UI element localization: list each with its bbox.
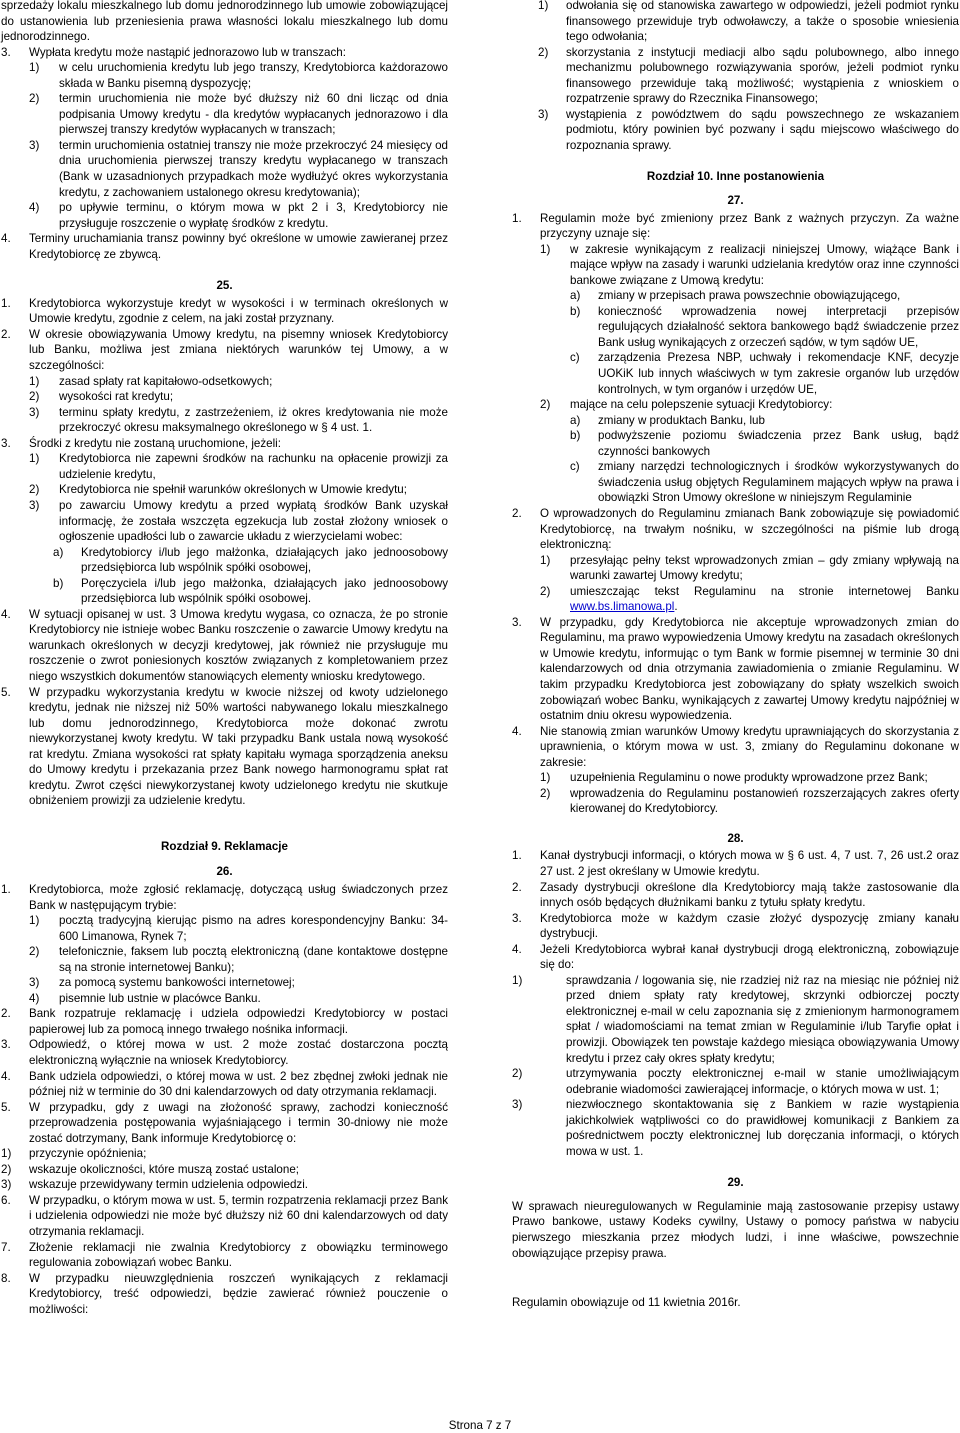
left-column — [1, 0, 448, 1317]
list-item: 1) uzupełnienia Regulaminu o nowe produkty wprowadzone przez Bank; — [540, 771, 928, 785]
section-28-paragraph-1: 1. Kanał dystrybucji informacji, o których mowa w § 6 ust. 4, 7 ust. 7, 26 ust.2 oraz 27 ust. 2 jest określany w Umowie kredytu. — [512, 849, 959, 878]
list-item: 1) w zakresie wynikającym z realizacji niniejszej Umowy, wiążące Bank i mające wpływ na zasady i warunki udzielania kredytów oraz inne czynności bankowe związane z Umową kredytu: — [540, 242, 959, 287]
list-item: 3) za pomocą systemu bankowości internetowej; — [29, 976, 295, 990]
effective-date: Regulamin obowiązuje od 11 kwietnia 2016r. — [512, 1296, 741, 1310]
list-item: 4) pisemnie lub ustnie w placówce Banku. — [29, 991, 261, 1005]
section-28-paragraph-3: 3. Kredytobiorca może w każdym czasie złożyć dyspozycję zmiany kanału dystrybucji. — [512, 911, 959, 941]
list-subitem: c) zmiany narzędzi technologicznych i środków wykorzystywanych do świadczenia usług objętych Regulaminem mających wpływ na prawa i obowiązki Stron Umowy określone w niniejszym Regulaminie — [570, 460, 959, 505]
section-26-paragraph-3: 3. Odpowiedź, o której mowa w ust. 2 może zostać dostarczona pocztą elektroniczną wyłącznie na wniosek Kredytobiorcy. — [1, 1038, 448, 1067]
section-26-paragraph-8: 8. W przypadku nieuwzględnienia roszczeń wynikających z reklamacji Kredytobiorcy, treść odpowiedzi, będzie zawierać również pouczenie o możliwości: — [1, 1271, 448, 1316]
bank-website-link[interactable]: www.bs.limanowa.pl — [570, 600, 675, 614]
section-27-paragraph-1: 1. Regulamin może być zmieniony przez Bank z ważnych przyczyn. Za ważne przyczyny uznaje się: — [512, 211, 959, 241]
list-item: 2) mające na celu polepszenie sytuacji Kredytobiorcy: — [540, 398, 833, 412]
list-item: 3) niezwłocznego skontaktowania się z Bankiem w razie wystąpienia jakichkolwiek wątpliwości co do prawidłowej komunikacji z Bankiem za pośrednictwem poczty elektronicznej lub doręczania informacji, o których mowa w ust. 1. — [512, 1098, 959, 1158]
section-28-paragraph-4: 4. Jeżeli Kredytobiorca wybrał kanał dystrybucji drogą elektroniczną, zobowiązuje się do: — [512, 942, 959, 972]
section-26-paragraph-5: 5. W przypadku, gdy z uwagi na złożoność sprawy, zachodzi konieczność przeprowadzenia postępowania wyjaśniającego i termin 30-dniowy nie może zostać dotrzymany, Bank informuje Kredytobiorcę o: — [1, 1100, 448, 1145]
list-item: 1) przyczynie opóźnienia; — [1, 1147, 147, 1161]
section-26-paragraph-6: 6. W przypadku, o którym mowa w ust. 5, termin rozpatrzenia reklamacji przez Bank i udzielenia odpowiedzi nie może być dłuższy niż 60 dni kalendarzowych od daty otrzymania reklamacji. — [1, 1193, 448, 1239]
list-subitem: a) zmiany w przepisach prawa powszechnie obowiązującego, — [570, 289, 901, 303]
paragraph-4: 4. Terminy uruchamiania transz powinny być określone w umowie zawieranej przez Kredytobiorcę ze zbywcą. — [1, 232, 448, 261]
list-item: 2) skorzystania z instytucji mediacji albo sądu polubownego, albo innego mechanizmu polubownego rozwiązywania sporów, jeżeli podmiot rynku finansowego przewiduje taką możliwość; wystąpienia z wnioskiem o rozpatrzenie sprawy do Rzecznika Finansowego; — [538, 45, 959, 106]
section-27-paragraph-3: 3. W przypadku, gdy Kredytobiorca nie akceptuje wprowadzonych zmian do Regulaminu, ma prawo wypowiedzenia Umowy kredytu na zasadach określonych w Umowie kredytu, informując o tym Bank w formie pisemnej w terminie 30 dni kalendarzowych od dnia otrzymania zawiadomienia o zmianie Regulaminu. W takim przypadku Kredytobiorca jest zobowiązany do spłaty wszelkich swoich zobowiązań wobec Banku, wynikających z zawartej Umowy kredytu najpóźniej w ostatnim dniu okresu wypowiedzenia. — [512, 615, 959, 723]
section-25-paragraph-5: 5. W przypadku wykorzystania kredytu w kwocie niższej od kwoty udzielonego kredytu, jednak nie niższej niż 50% wartości nabywanego lokalu mieszkalnego lub domu jednorodzinnego, Kredytobiorca może dokonać zwrotu niewykorzystanej kwoty kredytu. W taki przypadku Bank ustala nową wysokość rat kredytu. Zmiana wysokości rat spłaty kapitału wymaga sporządzenia aneksu do Umowy kredytu i przekazania przez Bank nowego harmonogramu spłat rat kredytu. Zwrot części niewykorzystanej kwoty udzielonego kredytu nie skutkuje obniżeniem prowizji za udzielenie kredytu. — [1, 685, 448, 808]
section-25-paragraph-3: 3. Środki z kredytu nie zostaną uruchomione, jeżeli: — [1, 436, 281, 450]
section-25-heading: 25. — [216, 279, 233, 293]
section-29-text: W sprawach nieuregulowanych w Regulaminie mają zastosowanie przepisy ustawy Prawo bankowe, ustawy Kodeks cywilny, Ustawy o pomocy państwa w nabyciu pierwszego mieszkania przez młodych ludzi, i inne właściwe, powszechnie obowiązujące przepisy prawa. — [512, 1199, 959, 1260]
section-28-heading: 28. — [727, 831, 744, 845]
section-26-paragraph-7: 7. Złożenie reklamacji nie zwalnia Kredytobiorcy z obowiązku terminowego regulowania zobowiązań wobec Banku. — [1, 1240, 448, 1270]
section-26-paragraph-4: 4. Bank udziela odpowiedzi, o której mowa w ust. 2 bez zbędnej zwłoki jednak nie później niż w terminie do 30 dni kalendarzowych od daty otrzymania reklamacji. — [1, 1069, 448, 1099]
list-subitem: b) konieczność wprowadzenia nowej interpretacji przepisów regulujących działalność sektora bankowego bądź świadczenie przez Bank usług wynikających z orzeczeń sądów, w tym sądów UE, — [570, 304, 959, 349]
chapter-10-heading: Rozdział 10. Inne postanowienia — [646, 170, 825, 184]
list-subitem: b) podwyższenie poziomu świadczenia przez Bank usług, bądź czynności bankowych — [570, 429, 959, 458]
list-item: 2) termin uruchomienia nie może być dłuższy niż 60 dni licząc od dnia podpisania Umowy kredytu - dla kredytów wypłacanych jednorazowo i dla pierwszej transzy kredytów wypłacanych w transzach; — [29, 92, 448, 137]
paragraph-3: 3. Wypłata kredytu może nastąpić jednorazowo lub w transzach: — [1, 45, 346, 59]
list-item: 2) umieszczając tekst Regulaminu na stronie internetowej Banku www.bs.limanowa.pl. — [540, 584, 959, 614]
list-subitem: c) zarządzenia Prezesa NBP, uchwały i rekomendacje KNF, decyzje UOKiK lub innych właściwych w tym zakresie organów lub urzędów kontrolnych, w tym organów i urzędów UE, — [570, 351, 959, 396]
list-item: 3) wystąpienia z powództwem do sądu powszechnego ze wskazaniem podmiotu, który powinien być pozwany i sądu miejscowo właściwego do rozpoznania sprawy. — [538, 107, 959, 152]
section-26-paragraph-1: 1. Kredytobiorca, może zgłosić reklamację, dotyczącą usług świadczonych przez Bank w następującym trybie: — [1, 882, 448, 912]
list-item: 4) po upływie terminu, o którym mowa w pkt 2 i 3, Kredytobiorcy nie przysługuje roszczenie o wypłatę środków z kredytu. — [29, 201, 448, 230]
list-item: 2) wskazuje okoliczności, które muszą zostać ustalone; — [1, 1162, 299, 1176]
list-item: 1) sprawdzania / logowania się, nie rzadziej niż raz na miesiąc nie później niż przed dniem spłaty raty kredytowej, skrzynki odbiorczej poczty elektronicznej e-mail w celu zapoznania się z zmienionym harmonogramem spłat / wiadomościami na temat zmian w Regulaminie i/lub Taryfie opłat i prowizji. Obowiązek ten powstaje każdego miesiąca obowiązywania Umowy kredytu i przez cały okres spłaty kredytu; — [512, 973, 959, 1065]
list-item: 1) pocztą tradycyjną kierując pismo na adres korespondencyjny Banku: 34-600 Limanowa, Rynek 7; — [29, 914, 448, 943]
list-subitem: a) zmiany w produktach Banku, lub — [570, 413, 765, 427]
section-26-heading: 26. — [216, 865, 233, 879]
section-27-heading: 27. — [727, 194, 744, 208]
list-item: 2) wprowadzenia do Regulaminu postanowień rozszerzających zakres oferty kierowanej do Kredytobiorcy. — [540, 786, 959, 816]
list-item: 3) termin uruchomienia ostatniej transzy nie może przekroczyć 24 miesięcy od dnia uruchomienia pierwszej transzy kredytu wypłacanego w transzach (Bank w uzasadnionych przypadkach może wydłużyć okres wykorzystania kredytu, z zachowaniem ustalonego okresu kredytowania); — [29, 138, 448, 199]
page-number: Strona 7 z 7 — [448, 1419, 512, 1432]
list-subitem: b) Poręczyciela i/lub jego małżonka, działających jako jednoosobowy przedsiębiorca lub wspólnik spółki osobowej. — [53, 576, 448, 606]
section-27-paragraph-2: 2. O wprowadzonych do Regulaminu zmianach Bank zobowiązuje się powiadomić Kredytobiorcę, na trwałym nośniku, w szczególności na piśmie lub drogą elektroniczną: — [512, 506, 959, 552]
list-item: 1) zasad spłaty rat kapitałowo-odsetkowych; — [29, 374, 273, 388]
intro-paragraph: sprzedaży lokalu mieszkalnego lub domu jednorodzinnego lub umowie zobowiązującej do ustanowienia lub przeniesienia prawa własności lokalu mieszkalnego lub domu jednorodzinnego. — [1, 0, 448, 44]
section-26-paragraph-2: 2. Bank rozpatruje reklamację i udziela odpowiedzi Kredytobiorcy w postaci papierowej lub za pomocą innego trwałego nośnika informacji. — [1, 1007, 448, 1036]
list-item: 1) Kredytobiorca nie zapewni środków na rachunku na opłacenie prowizji za udzielenie kredytu, — [29, 452, 448, 481]
list-item: 1) przesyłając pełny tekst wprowadzonych zmian – gdy zmiany wpływają na warunki zawartej Umowy kredytu; — [540, 553, 959, 583]
list-item: 2) utrzymywania poczty elektronicznej e-mail w stanie umożliwiającym odebranie wiadomości zawierającej informacje, o których mowa w ust. 1; — [512, 1067, 959, 1096]
list-item: 2) telefonicznie, faksem lub pocztą elektroniczną (dane kontaktowe dostępne są na stronie internetowej Banku); — [29, 945, 448, 974]
list-item: 2) Kredytobiorca nie spełnił warunków określonych w Umowie kredytu; — [29, 483, 407, 497]
list-item: 3) wskazuje przewidywany termin udzielenia odpowiedzi. — [1, 1178, 309, 1192]
section-28-paragraph-2: 2. Zasady dystrybucji określone dla Kredytobiorcy mają także zastosowanie dla innych osób będących dłużnikami banku z tytułu spłaty kredytu. — [512, 880, 959, 910]
list-item: 3) po zawarciu Umowy kredytu a przed wypłatą środków Bank uzyskał informację, że została wszczęta egzekucja lub został złożony wniosek o ogłoszenie upadłości lub o zawarcie układu z wierzycielami wobec: — [29, 498, 448, 544]
list-item: 1) w celu uruchomienia kredytu lub jego transzy, Kredytobiorca każdorazowo składa w Banku pisemną dyspozycję; — [29, 61, 448, 90]
list-item: 3) terminu spłaty kredytu, z zastrzeżeniem, iż okres kredytowania nie może przekroczyć okresu maksymalnego określonego w § 4 ust. 1. — [29, 405, 448, 435]
list-subitem: a) Kredytobiorcy i/lub jego małżonka, działających jako jednoosobowy przedsiębiorca lub wspólnik spółki osobowej, — [53, 545, 448, 575]
list-item: 2) wysokości rat kredytu; — [29, 390, 174, 404]
list-item: 1) odwołania się od stanowiska zawartego w odpowiedzi, jeżeli podmiot rynku finansowego przewiduje tryb odwoławczy, a także o sposobie wniesienia tego odwołania; — [538, 0, 959, 44]
section-29-heading: 29. — [727, 1176, 744, 1190]
section-25-paragraph-4: 4. W sytuacji opisanej w ust. 3 Umowa kredytu wygasa, co oznacza, że po stronie Kredytobiorcy nie istnieje wobec Banku roszczenie o zawarcie Umowy kredytu na warunkach określonych w decyzji kredytowej, jak również nie przysługuje mu roszczenie o zwrot poniesionych kosztów związanych z kompletowaniem przez niego wszystkich dokumentów stanowiących elementy wniosku kredytowego. — [1, 607, 448, 683]
section-25-paragraph-2: 2. W okresie obowiązywania Umowy kredytu, na pisemny wniosek Kredytobiorcy lub Banku, możliwa jest zmiana niektórych warunków tej Umowy, a w szczególności: — [1, 327, 448, 373]
chapter-9-heading: Rozdział 9. Reklamacje — [161, 839, 288, 853]
section-27-paragraph-4: 4. Nie stanowią zmian warunków Umowy kredytu uprawniających do skorzystania z uprawnienia, o którym mowa w ust. 3, zmiany do Regulaminu dokonane w zakresie: — [512, 724, 959, 769]
right-column — [512, 0, 959, 1311]
section-25-paragraph-1: 1. Kredytobiorca wykorzystuje kredyt w wysokości i w terminach określonych w Umowie kredytu, zgodnie z celem, na jaki został przyznany. — [1, 296, 448, 326]
